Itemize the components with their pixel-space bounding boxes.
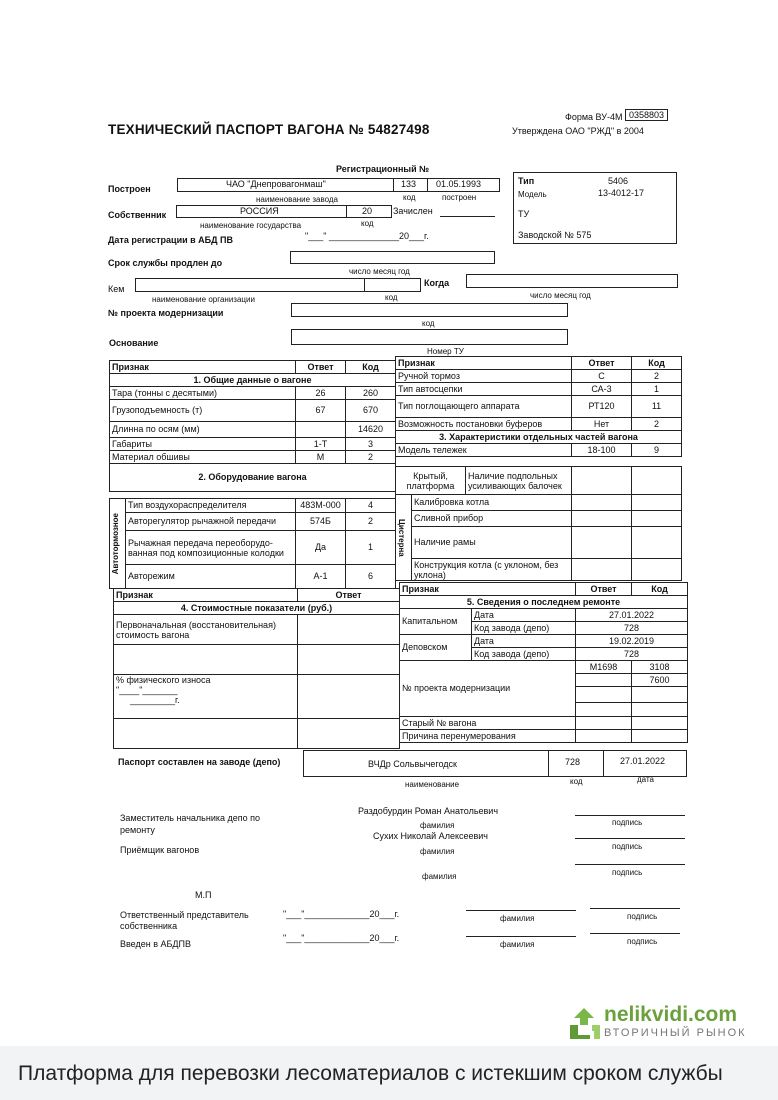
abd-value: "___" ______________20___г.: [305, 231, 429, 241]
model-label: Модель: [518, 190, 547, 199]
bogie-label: Модель тележек: [396, 444, 572, 457]
modern-b: 3108: [632, 661, 688, 674]
resp-surname-sub: фамилия: [500, 914, 535, 923]
document-title: ТЕХНИЧЕСКИЙ ПАСПОРТ ВАГОНА № 54827498: [108, 122, 430, 137]
tank-row: Калибровка котла: [412, 495, 572, 511]
row-label: Тара (тонны с десятыми): [110, 387, 296, 400]
capital-date: 27.01.2022: [576, 609, 688, 622]
abdpv-date: "___"_____________20___г.: [283, 933, 400, 943]
resp-label: Ответственный представитель собственника: [120, 910, 249, 931]
built-sub-built: построен: [442, 193, 477, 202]
left-hdr-code: Код: [346, 361, 396, 374]
by-label: Кем: [108, 284, 125, 294]
row-code: 3: [346, 438, 396, 451]
owner-sub-code: код: [361, 219, 374, 228]
row-answer: С: [572, 370, 632, 383]
row-answer: СА-3: [572, 383, 632, 396]
owner-field: [176, 205, 392, 218]
built-sub-name: наименование завода: [256, 195, 338, 204]
capital-code: 728: [576, 622, 688, 635]
modern-project-label: № проекта модернизации: [400, 661, 576, 717]
service-date-sub: число месяц год: [349, 267, 410, 276]
deputy-label: Заместитель начальника депо по ремонту: [120, 813, 261, 835]
equip-label: Рычажная передача переоборудо-ванная под композиционные колодки: [126, 531, 296, 565]
renumber-label: Причина перенумерования: [400, 730, 576, 743]
deputy-name: Раздобурдин Роман Анатольевич: [358, 806, 499, 816]
tank-label: Цистерна: [397, 518, 406, 557]
resp-signature-sub: подпись: [627, 912, 658, 921]
repair-hdr-sign: Признак: [400, 583, 576, 596]
resp-date: "___"_____________20___г.: [283, 909, 400, 919]
row-label: Тип поглощающего аппарата: [396, 396, 572, 418]
bogie-code: 9: [632, 444, 682, 457]
equip-label: Авторегулятор рычажной передачи: [126, 513, 296, 531]
owner-label: Собственник: [108, 210, 167, 220]
section-1-title: 1. Общие данные о вагоне: [110, 374, 396, 387]
abdpv-label: Введен в АБДПВ: [120, 939, 191, 949]
row-code: 2: [346, 451, 396, 464]
watermark-sub: ВТОРИЧНЫЙ РЫНОК: [604, 1027, 747, 1039]
type-label: Тип: [518, 176, 535, 186]
equip-label: Тип воздухораспределителя: [126, 499, 296, 513]
built-label: Построен: [108, 184, 151, 194]
row-label: Грузоподъемность (т): [110, 400, 296, 422]
service-field: [290, 251, 495, 264]
recycle-icon: [566, 1005, 602, 1041]
equip-code: 6: [346, 565, 396, 589]
by-field: [135, 278, 421, 292]
cost-hdr-sign: Признак: [114, 589, 298, 602]
cost-hdr-answer: Ответ: [298, 589, 400, 602]
service-label: Срок службы продлен до: [108, 258, 223, 268]
basis-label: Основание: [109, 338, 159, 348]
deputy-surname-sub: фамилия: [420, 821, 455, 830]
equip-answer: 574Б: [296, 513, 346, 531]
owner-sub-name: наименование государства: [200, 221, 302, 230]
caption-text: Платформа для перевозки лесоматериалов с истекшим сроком службы: [18, 1062, 723, 1085]
basis-field: [291, 329, 568, 345]
blank-signature-sub: подпись: [612, 868, 643, 877]
autobrake-label-cell: [110, 499, 126, 589]
caption-bar: [0, 1046, 778, 1100]
bogie-answer: 18-100: [572, 444, 632, 457]
equipment-table: [109, 498, 396, 589]
row-answer: 67: [296, 400, 346, 422]
left-table: [109, 360, 396, 492]
cost-table: [113, 588, 400, 749]
row-answer: РТ120: [572, 396, 632, 418]
equip-code: 2: [346, 513, 396, 531]
equip-label: Авторежим: [126, 565, 296, 589]
compiled-sub-code: код: [570, 777, 583, 786]
modern-code-sub: код: [422, 319, 435, 328]
depot-code: 728: [576, 648, 688, 661]
left-hdr-sign: Признак: [110, 361, 296, 374]
org-code-sub: код: [385, 293, 398, 302]
blank-surname-sub: фамилия: [422, 872, 457, 881]
row-label: Материал обшивы: [110, 451, 296, 464]
section-2-title: 2. Оборудование вагона: [110, 464, 396, 492]
when-label: Когда: [424, 278, 450, 288]
capital-code-label: Код завода (депо): [472, 622, 576, 635]
equip-answer: 483М-000: [296, 499, 346, 513]
equip-code: 4: [346, 499, 396, 513]
repair-hdr-answer: Ответ: [576, 583, 632, 596]
owner-code: 20: [362, 206, 373, 216]
row-code: 2: [632, 418, 682, 431]
row-label: Тип автосцепки: [396, 383, 572, 396]
covered-label: Крытый, платформа: [396, 467, 466, 495]
depot-label: Деповском: [400, 635, 472, 661]
approved-note: Утверждена ОАО "РЖД" в 2004: [512, 126, 644, 136]
registration-label: Регистрационный №: [336, 164, 430, 174]
row-answer: 1-Т: [296, 438, 346, 451]
capital-label: Капитальном: [400, 609, 472, 635]
section-5-title: 5. Сведения о последнем ремонте: [400, 596, 688, 609]
row-code: 14620: [346, 422, 396, 438]
initial-cost-label: Первоначальная (восстановительная) стоимость вагона: [114, 615, 298, 645]
capital-date-label: Дата: [472, 609, 576, 622]
model-value: 13-4012-17: [598, 188, 645, 198]
beams-label: Наличие подпольных усиливающих балочек: [466, 467, 572, 495]
tu-sub: Номер ТУ: [427, 347, 464, 356]
right-hdr-code: Код: [632, 357, 682, 370]
equip-code: 1: [346, 531, 396, 565]
row-code: 1: [632, 383, 682, 396]
row-answer: [296, 422, 346, 438]
compiled-sub-date: дата: [637, 775, 654, 784]
abdpv-signature-sub: подпись: [627, 937, 658, 946]
compiled-code: 728: [565, 757, 581, 767]
watermark-logo: [566, 1003, 766, 1043]
receiver-label: Приёмщик вагонов: [120, 845, 200, 855]
built-date: 01.05.1993: [436, 179, 482, 189]
org-sub: наименование организации: [152, 295, 255, 304]
modern-a: М1698: [576, 661, 632, 674]
row-label: Возможность постановки буферов: [396, 418, 572, 431]
autobrake-label: Автотормозное: [111, 512, 120, 575]
old-number-label: Старый № вагона: [400, 717, 576, 730]
depot-code-label: Код завода (депо): [472, 648, 576, 661]
watermark-brand: nelikvidi.com: [604, 1003, 738, 1026]
owner-value: РОССИЯ: [240, 206, 279, 216]
row-code: 11: [632, 396, 682, 418]
wear-label: % физического износа: [116, 675, 211, 685]
tu-label: ТУ: [518, 209, 530, 219]
tank-row: Конструкция котла (с уклоном, без уклона): [412, 559, 572, 581]
row-code: 260: [346, 387, 396, 400]
built-factory: ЧАО "Днепровагонмаш": [226, 179, 326, 189]
row-label: Габариты: [110, 438, 296, 451]
compiled-sub-name: наименование: [405, 780, 460, 789]
receiver-signature-sub: подпись: [612, 842, 643, 851]
wear-cell: [114, 675, 298, 719]
row-answer: М: [296, 451, 346, 464]
depot-date: 19.02.2019: [576, 635, 688, 648]
compiled-plant: ВЧДр Сольвычегодск: [368, 759, 457, 769]
form-label: Форма ВУ-4М: [565, 112, 623, 122]
built-code: 133: [401, 179, 417, 189]
row-code: 2: [632, 370, 682, 383]
modern-label: № проекта модернизации: [108, 308, 224, 318]
abd-label: Дата регистрации в АБД ПВ: [108, 235, 234, 245]
modern-c: 7600: [632, 674, 688, 687]
plant-number: Заводской № 575: [518, 230, 592, 240]
row-label: Ручной тормоз: [396, 370, 572, 383]
row-label: Длинна по осям (мм): [110, 422, 296, 438]
section-3-title: 3. Характеристики отдельных частей вагона: [396, 431, 682, 444]
repair-table: [399, 582, 688, 743]
enrolled-label: Зачислен: [393, 206, 433, 216]
repair-hdr-code: Код: [632, 583, 688, 596]
tank-row: Наличие рамы: [412, 527, 572, 559]
when-field: [466, 274, 678, 288]
equip-answer: А-1: [296, 565, 346, 589]
compiled-date: 27.01.2022: [620, 756, 666, 766]
when-date-sub: число месяц год: [530, 291, 591, 300]
right-hdr-answer: Ответ: [572, 357, 632, 370]
wear-date-2: _________г.: [130, 695, 180, 705]
type-value: 5406: [608, 176, 629, 186]
equip-answer: Да: [296, 531, 346, 565]
row-answer: 26: [296, 387, 346, 400]
right-hdr-sign: Признак: [396, 357, 572, 370]
row-code: 670: [346, 400, 396, 422]
compiled-label: Паспорт составлен на заводе (депо): [118, 757, 281, 767]
stamp-place: М.П: [195, 890, 212, 900]
right-table: [395, 356, 682, 457]
tank-label-cell: [396, 495, 412, 581]
receiver-surname-sub: фамилия: [420, 847, 455, 856]
tank-table: [395, 466, 682, 581]
row-answer: Нет: [572, 418, 632, 431]
receiver-name: Сухих Николай Алексеевич: [373, 831, 488, 841]
left-hdr-answer: Ответ: [296, 361, 346, 374]
built-sub-code: код: [403, 193, 416, 202]
wear-date-1: "____"_______: [116, 685, 178, 695]
deputy-signature-sub: подпись: [612, 818, 643, 827]
depot-date-label: Дата: [472, 635, 576, 648]
tank-row: Сливной прибор: [412, 511, 572, 527]
section-4-title: 4. Стоимостные показатели (руб.): [114, 602, 400, 615]
modern-field: [291, 303, 568, 317]
form-number: 0358803: [625, 109, 668, 121]
abdpv-surname-sub: фамилия: [500, 940, 535, 949]
